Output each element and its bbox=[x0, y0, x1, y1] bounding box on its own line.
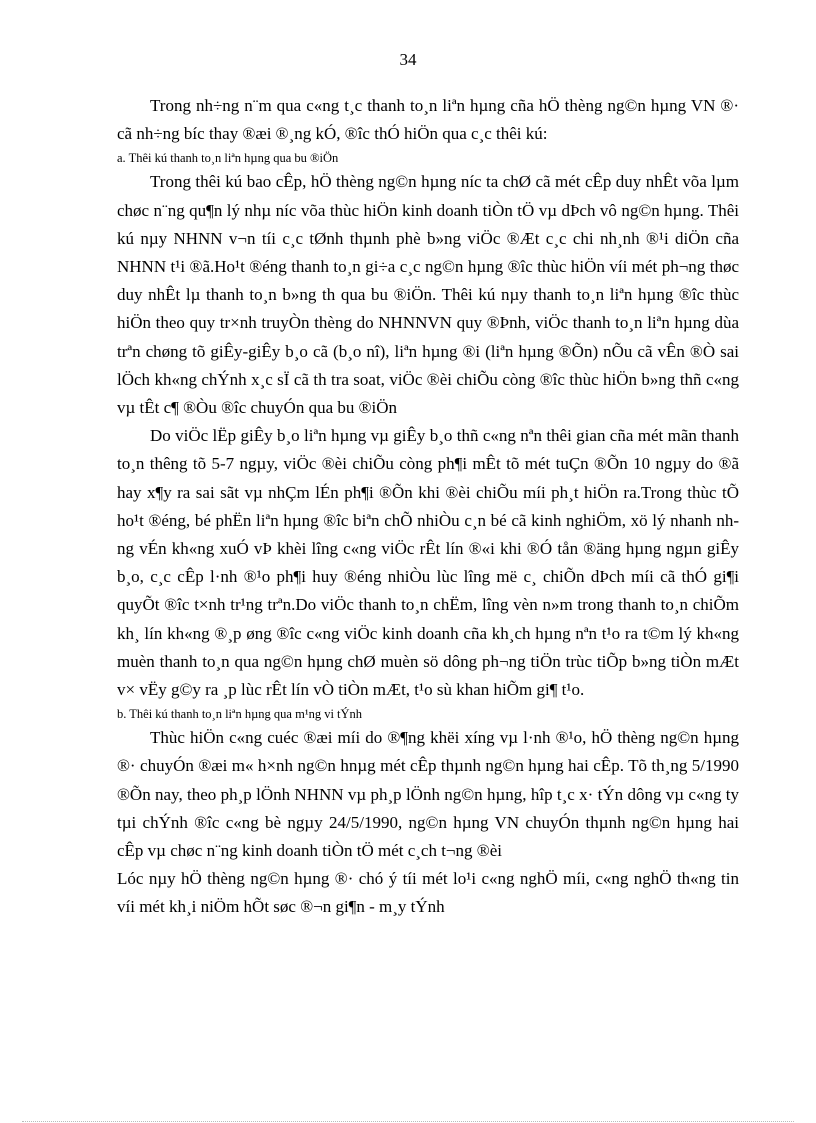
section-heading-b: b. Thêi kú thanh to¸n liªn hµng qua m¹ng vi tÝnh bbox=[117, 707, 363, 722]
paragraph-subsidy-period: Trong thêi kú bao cÊp, hÖ thèng ng©n hµng níc ta chØ cã mét cÊp duy nhÊt võa lµm chøc n¨ng qu¶n lý nhµ níc võa thùc hiÖn kinh doanh tiÒn tÖ vµ dÞch vô ng©n hµng. Thêi kú nµy NHNN v¬n tíi c¸c tØnh thµnh phè b»ng viÖc ®Æt c¸c chi nh¸nh ®¹i diÖn cña NHNN t¹i ®ã.Ho¹t ®éng thanh to¸n gi÷a c¸c ng©n hµng ®îc thùc hiÖn víi mét ph¬ng thøc duy nhÊt lµ thanh to¸n b»ng th qua bu ®iÖn. Thêi kú nµy thanh to¸n liªn hµng ®îc thùc hiÖn theo quy tr×nh truyÒn thèng do NHNNVN quy ®Þnh, viÖc thanh to¸n liªn hµng dùa trªn chøng tõ giÊy-giÊy b¸o cã (b¸o nî), liªn hµng ®i (liªn hµng ®Õn) nÕu cã vÊn ®Ò sai lÖch kh«ng chÝnh x¸c sÏ cã th tra soat, viÖc ®èi chiÕu còng ®îc thùc hiÖn b»ng thñ c«ng vµ tÊt c¶ ®Òu ®îc chuyÓn qua bu ®iÖn bbox=[117, 172, 739, 418]
paragraph-manual-processing: Do viÖc lËp giÊy b¸o liªn hµng vµ giÊy b¸o thñ c«ng nªn thêi gian cña mét mãn thanh to¸n thêng tõ 5-7 ngµy, viÖc ®èi chiÕu còng ph¶i mÊt tõ mét tuÇn ®Õn 10 ngµy do ®ã hay x¶y ra sai sãt vµ nhÇm lÉn ph¶i ®Õn khi ®èi chiÕu míi ph¸t hiÖn ra.Trong thùc tÕ ho¹t ®éng, bé phËn liªn hµng ®îc biªn chÕ nhiÒu c¸n bé cã kinh nghiÖm, xö lý nhanh nhng vÉn kh«ng xuÓ vÞ khèi lîng c«ng viÖc rÊt lín ®«i khi ®Ó tån ®äng hµng ngµn giÊy b¸o, c¸c cÊp l·nh ®¹o ph¶i huy ®éng nhiÒu lùc lîng më c¸ chiÕn dÞch míi cã thÓ gi¶i quyÕt ®îc t×nh tr¹ng trªn.Do viÖc thanh to¸n chËm, lîng vèn n»m trong thanh to¸n chiÕm kh¸ lín kh«ng ®¸p øng ®îc c«ng viÖc kinh doanh cña kh¸ch hµng nªn t¹o ra t©m lý kh«ng muèn thanh to¸n qua ng©n hµng chØ muèn sö dông ph¬ng tiÖn trùc tiÕp b»ng tiÒn mÆt v× vËy g©y ra ¸p lùc rÊt lín vÒ tiÒn mÆt, t¹o sù khan hiÕm gi¶ t¹o. bbox=[117, 426, 739, 700]
paragraph-intro: Trong nh÷ng n¨m qua c«ng t¸c thanh to¸n liªn hµng cña hÖ thèng ng©n hµng VN ®· cã nh÷ng bíc thay ®æi ®¸ng kÓ, ®îc thÓ hiÖn qua c¸c thêi kú: bbox=[117, 96, 739, 144]
section-heading-a: a. Thêi kú thanh to¸n liªn hµng qua bu ®iÖn bbox=[117, 151, 339, 166]
paragraph-two-tier-reform: Thùc hiÖn c«ng cuéc ®æi míi do ®¶ng khëi xíng vµ l·nh ®¹o, hÖ thèng ng©n hµng ®· chuyÓn ®æi m« h×nh ng©n hnµg mét cÊp thµnh ng©n hµng hai cÊp. Tõ th¸ng 5/1990 ®Õn nay, theo ph¸p lÖnh NHNN vµ ph¸p lÖnh ng©n hµng, hîp t¸c x· tÝn dông vµ c«ng ty tµi chÝnh ®îc c«ng bè ngµy 24/5/1990, ng©n hµng VN chuyÓn thµnh ng©n hµng hai cÊp vµ chøc n¨ng kinh doanh tiÒn tÖ mét c¸ch t¬ng ®èi bbox=[117, 728, 739, 861]
page-number: 34 bbox=[399, 50, 417, 69]
paragraph-computer-technology: Lóc nµy hÖ thèng ng©n hµng ®· chó ý tíi mét lo¹i c«ng nghÖ míi, c«ng nghÖ th«ng tin víi mét kh¸i niÖm hÕt søc ®¬n gi¶n - m¸y tÝnh bbox=[117, 869, 739, 917]
document-body bbox=[117, 92, 739, 922]
page-bottom-divider bbox=[22, 1121, 794, 1122]
